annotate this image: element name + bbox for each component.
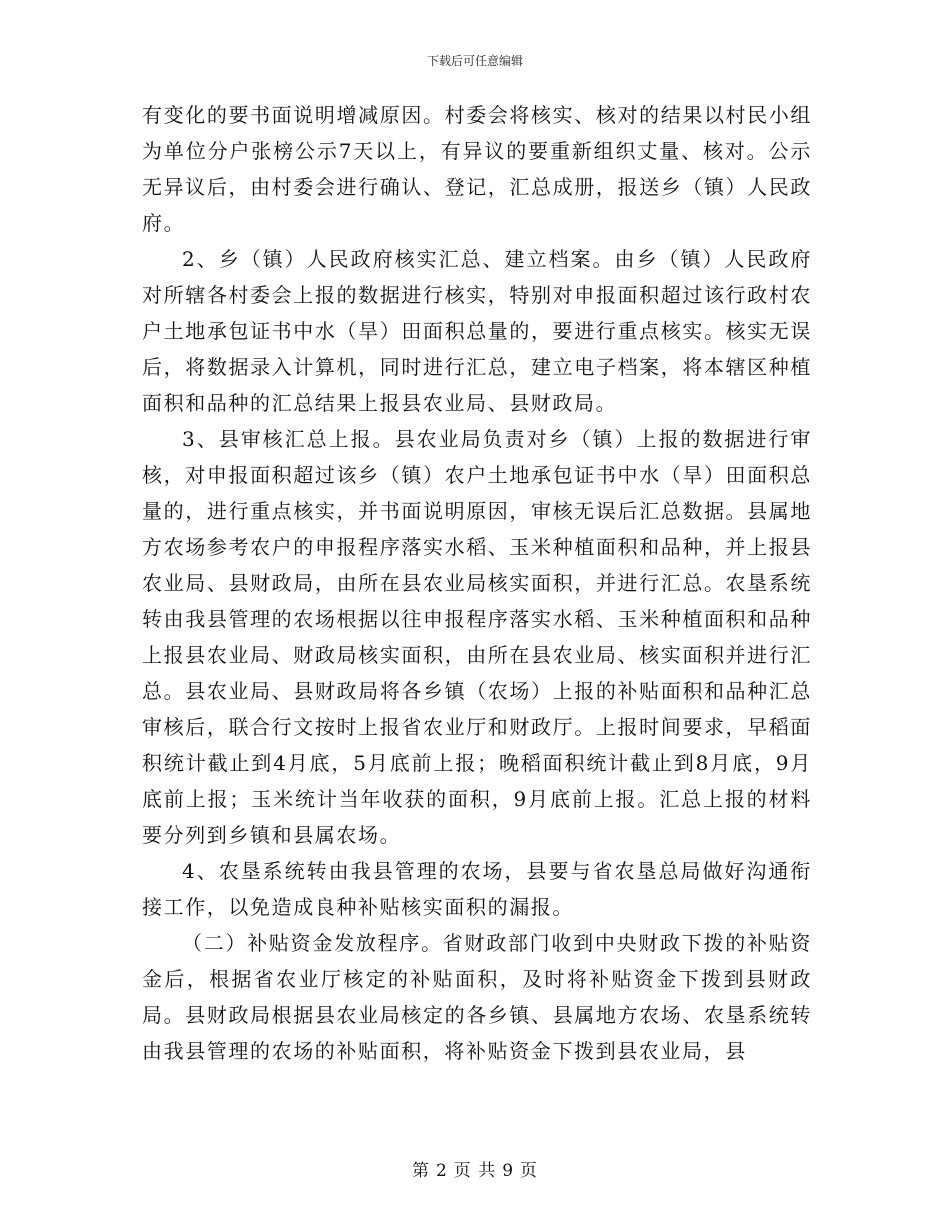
footer-total-pages: 9 bbox=[502, 1161, 515, 1181]
paragraph-5: （二）补贴资金发放程序。省财政部门收到中央财政下拨的补贴资金后，根据省农业厅核定的补贴面积，及时将补贴资金下拨到县财政局。县财政局根据县农业局核定的各乡镇、县属地方农场、农垦系统转由我县管理的农场的补贴面积，将补贴资金下拨到县农业局，县 bbox=[142, 931, 812, 1063]
paragraph-1: 有变化的要书面说明增减原因。村委会将核实、核对的结果以村民小组为单位分户张榜公示7天以上，有异议的要重新组织丈量、核对。公示无异议后，由村委会进行确认、登记，汇总成册，报送乡（镇）人民政府。 bbox=[142, 103, 812, 235]
paragraph-4: 4、农垦系统转由我县管理的农场，县要与省农垦总局做好沟通衔接工作，以免造成良种补贴核实面积的漏报。 bbox=[142, 859, 812, 919]
document-body bbox=[142, 97, 812, 1069]
paragraph-3: 3、县审核汇总上报。县农业局负责对乡（镇）上报的数据进行审核，对申报面积超过该乡（镇）农户土地承包证书中水（旱）田面积总量的，进行重点核实，并书面说明原因，审核无误后汇总数据。县属地方农场参考农户的申报程序落实水稻、玉米种植面积和品种，并上报县农业局、县财政局，由所在县农业局核实面积，并进行汇总。农垦系统转由我县管理的农场根据以往申报程序落实水稻、玉米种植面积和品种上报县农业局、财政局核实面积，由所在县农业局、核实面积并进行汇总。县农业局、县财政局将各乡镇（农场）上报的补贴面积和品种汇总审核后，联合行文按时上报省农业厅和财政厅。上报时间要求，早稻面积统计截止到4月底，5月底前上报；晚稻面积统计截止到8月底，9月底前上报；玉米统计当年收获的面积，9月底前上报。汇总上报的材料要分列到乡镇和县属农场。 bbox=[142, 427, 812, 847]
page-footer bbox=[0, 1156, 950, 1181]
footer-suffix: 页 bbox=[520, 1161, 539, 1181]
footer-page-number: 2 bbox=[435, 1161, 448, 1181]
paragraph-2: 2、乡（镇）人民政府核实汇总、建立档案。由乡（镇）人民政府对所辖各村委会上报的数据进行核实，特别对申报面积超过该行政村农户土地承包证书中水（旱）田面积总量的，要进行重点核实。核实无误后，将数据录入计算机，同时进行汇总，建立电子档案，将本辖区种植面积和品种的汇总结果上报县农业局、县财政局。 bbox=[142, 247, 812, 415]
footer-middle: 页 共 bbox=[453, 1161, 497, 1181]
page-header: 下载后可任意编辑 bbox=[426, 54, 523, 68]
footer-prefix: 第 bbox=[411, 1161, 430, 1181]
